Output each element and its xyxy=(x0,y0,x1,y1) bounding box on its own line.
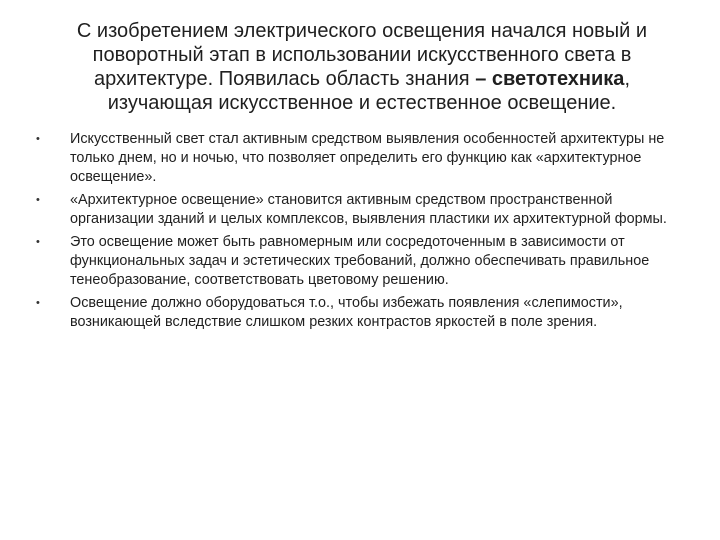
bullet-icon: • xyxy=(36,236,40,248)
bullet-text: «Архитектурное освещение» становится активным средством пространственной организации зданий и целых комплексов, выявления пластики их архитектурной формы. xyxy=(70,192,667,227)
bullet-item xyxy=(36,294,686,332)
bullet-icon: • xyxy=(36,133,40,145)
bullet-item xyxy=(36,191,686,229)
title-text-start: С изобретением электрического освещения начался новый и поворотный этап в использовании искусственного света в архитектуре. Появилась область знания xyxy=(76,20,648,90)
bullet-text: Это освещение может быть равномерным или сосредоточенным в зависимости от функциональных задач и эстетических требований, должно обеспечивать правильное тенеобразование, соответствовать цветовому решению. xyxy=(70,234,650,288)
bullet-icon: • xyxy=(36,297,40,309)
title-text-end: , изучающая искусственное и естественное освещение. xyxy=(107,68,630,114)
bullet-item xyxy=(36,233,686,290)
bullet-text: Освещение должно оборудоваться т.о., чтобы избежать появления «слепимости», возникающей вследствие слишком резких контрастов яркостей в поле зрения. xyxy=(70,295,623,330)
bullet-item xyxy=(36,130,686,187)
title-emphasis: – светотехника xyxy=(475,68,625,90)
bullet-list xyxy=(36,130,686,336)
bullet-text: Искусственный свет стал активным средством выявления особенностей архитектуры не только днем, но и ночью, что позволяет определить его функцию как «архитектурное освещение». xyxy=(70,131,665,185)
slide-title xyxy=(66,19,658,115)
bullet-icon: • xyxy=(36,194,40,206)
